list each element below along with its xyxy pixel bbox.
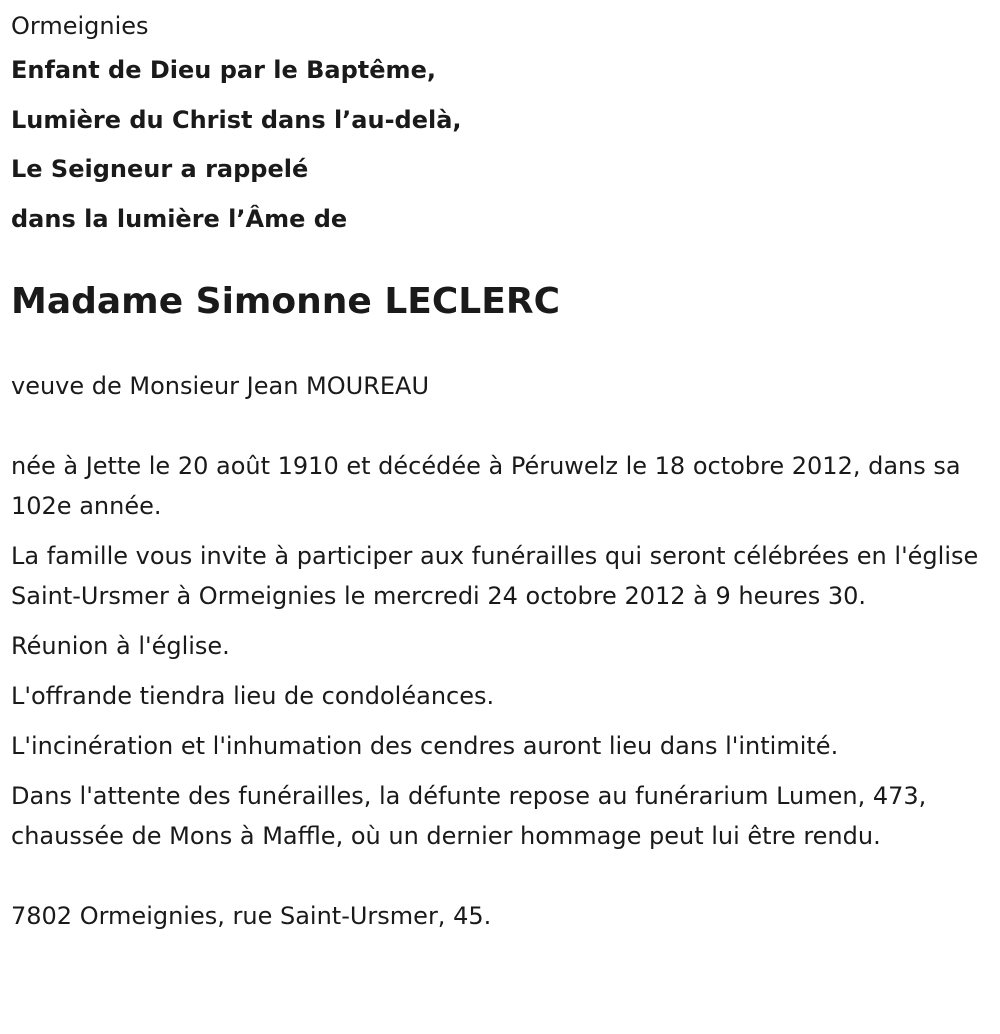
obituary-notice — [11, 0, 991, 936]
birth-death-paragraph: née à Jette le 20 août 1910 et décédée à Péruwelz le 18 octobre 2012, dans sa 102e année. — [11, 452, 961, 520]
intro-line-3: Le Seigneur a rappelé — [11, 155, 309, 183]
offering-paragraph: L'offrande tiendra lieu de condoléances. — [11, 682, 495, 710]
funerarium-paragraph: Dans l'attente des funérailles, la défunte repose au funérarium Lumen, 473, chaussée de Mons à Maffle, où un dernier hommage peut lui être rendu. — [11, 782, 927, 850]
cremation-paragraph: L'incinération et l'inhumation des cendres auront lieu dans l'intimité. — [11, 732, 839, 760]
funeral-invitation-paragraph: La famille vous invite à participer aux funérailles qui seront célébrées en l'église Saint-Ursmer à Ormeignies le mercredi 24 octobre 2012 à 9 heures 30. — [11, 542, 979, 610]
deceased-name: Madame Simonne LECLERC — [11, 281, 560, 322]
family-address: 7802 Ormeignies, rue Saint-Ursmer, 45. — [11, 902, 492, 930]
intro-verse — [11, 46, 991, 244]
meeting-paragraph: Réunion à l'église. — [11, 632, 230, 660]
location-heading: Ormeignies — [11, 12, 149, 40]
widow-of-line: veuve de Monsieur Jean MOUREAU — [11, 372, 430, 400]
intro-line-4: dans la lumière l’Âme de — [11, 204, 348, 233]
intro-line-2: Lumière du Christ dans l’au-delà, — [11, 105, 462, 134]
intro-line-1: Enfant de Dieu par le Baptême, — [11, 56, 436, 84]
